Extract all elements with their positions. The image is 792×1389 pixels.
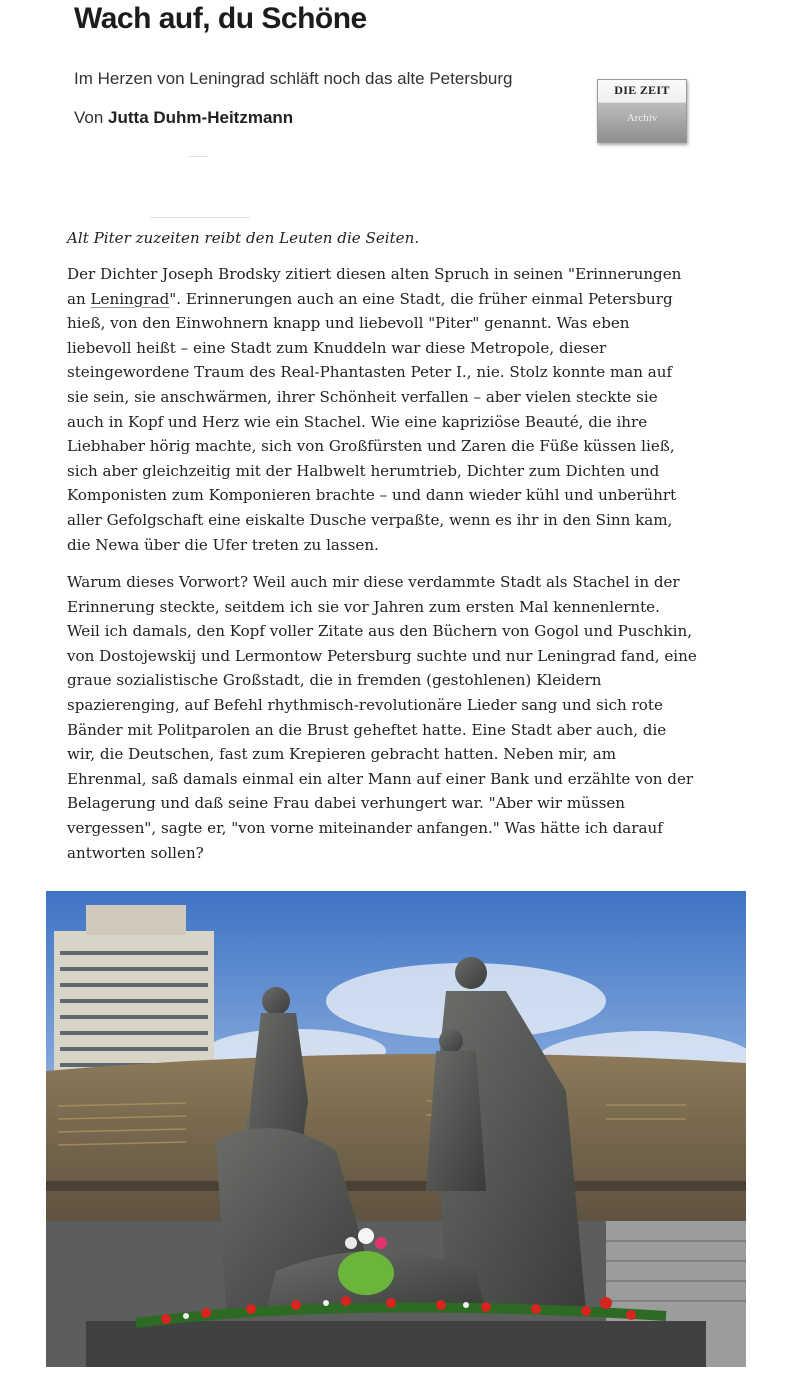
article-subtitle: Im Herzen von Leningrad schläft noch das alte Petersburg — [74, 69, 513, 88]
byline — [74, 108, 293, 128]
article-headline: Wach auf, du Schöne — [74, 2, 367, 35]
memorial-photo — [46, 891, 746, 1367]
text: Der Dichter Joseph Brodsky zitiert diesen alten Spruch in seinen "Erinnerungen an — [67, 265, 682, 308]
divider — [150, 217, 250, 218]
divider — [188, 156, 208, 157]
memorial-wall — [46, 1054, 746, 1221]
pedestal — [86, 1321, 706, 1367]
text: ". Erinnerungen auch an eine Stadt, die früher einmal Petersburg hieß, von den Einwohnern knapp und liebevoll "Piter" genannt. Was eben liebevoll heißt – eine Stadt zum Knuddeln war diese Metropole, dieser steingewordene Traum des Real-Phantasten Peter I., nie. Stolz konnte man auf sie sein, sie anschwärmen, ihrer Schönheit verfallen – aber vielen steckte sie auch in Kopf und Herz wie ein Stachel. Wie eine kapriziöse Beauté, die ihre Liebhaber hörig machte, sich von Großfürsten und Zaren die Füße küssen ließ, sich aber gleichzeitig mit der Halbwelt herumtrieb, Dichter zum Dichten und Komponisten zum Komponieren brachte – und dann wieder kühl und unberührt aller Gefolgschaft eine eiskalte Dusche verpaßte, wenn es ihr in den Sinn kam, die Newa über die Ufer treten zu lassen. — [67, 289, 677, 554]
zeit-logo: DIE ZEIT — [614, 83, 670, 97]
paragraph-1 — [67, 262, 697, 557]
leningrad-link[interactable]: Leningrad — [90, 289, 170, 308]
byline-prefix: Von — [74, 108, 104, 127]
zeit-archive-badge[interactable] — [597, 79, 687, 143]
archive-label: Archiv — [626, 112, 658, 124]
paragraph-2: Warum dieses Vorwort? Weil auch mir diese verdammte Stadt als Stachel in der Erinnerung steckte, seitdem ich sie vor Jahren zum ersten Mal kennenlernte. Weil ich damals, den Kopf voller Zitate aus den Büchern von Gogol und Puschkin, von Dostojewskij und Lermontow Petersburg suchte und nur Leningrad fand, eine graue sozialistische Großstadt, die in fremden (gestohlenen) Kleidern spazierenging, auf Befehl rhythmisch-revolutionäre Lieder sang und sich rote Bänder mit Politparolen an die Brust geheftet hatte. Eine Stadt aber auch, die wir, die Deutschen, fast zum Krepieren gebracht hatten. Neben mir, am Ehrenmal, saß damals einmal ein alter Mann auf einer Bank und erzählte von der Belagerung und daß seine Frau dabei verhungert war. "Aber wir müssen vergessen", sagte er, "von vorne miteinander anfangen." Was hätte ich darauf antworten sollen? — [67, 573, 697, 862]
author-name: Jutta Duhm-Heitzmann — [108, 108, 294, 127]
motto: Alt Piter zuzeiten reibt den Leuten die Seiten. — [67, 229, 420, 247]
